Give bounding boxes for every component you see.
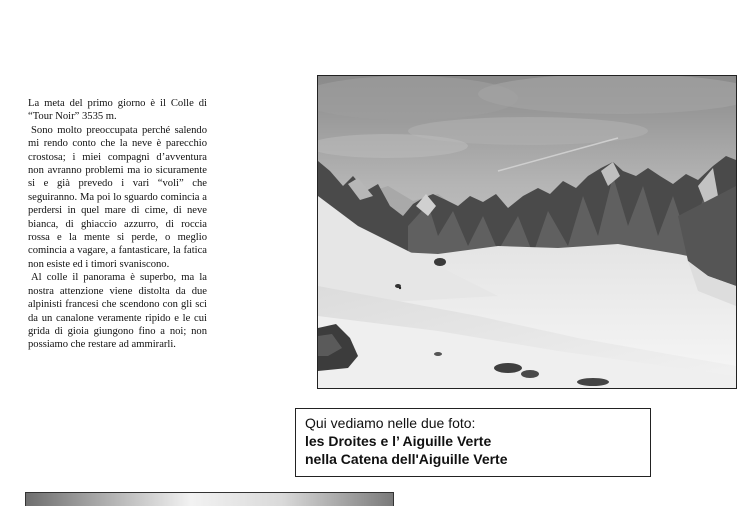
caption-box xyxy=(295,408,651,477)
paragraph-2: Sono molto preoccupata perché salendo mi rendo conto che la neve è parecchio crostosa; i miei compagni d’avventura non avranno problemi ma io sicuramente si e già prevedo i vari “voli” che seguiranno. Ma poi lo sguardo comincia a perdersi in quel mare di cime, di neve bianca, di ghiaccio azzurro, di roccia rossa e la mente si perde, o meglio comincia a vagare, a fantasticare, la fatica non esiste ed i timori svaniscono. xyxy=(28,124,207,270)
caption-line-2: nella Catena dell'Aiguille Verte xyxy=(305,451,508,467)
mountain-glacier-image xyxy=(318,76,736,388)
paragraph-3: Al colle il panorama è superbo, ma la nostra attenzione viene distolta da due alpinisti francesi che scendono con gli sci da un canalone veramente ripido e le cui grida di gioia giungono fino a noi; non possiamo che restare ad ammirarli. xyxy=(28,272,207,351)
caption-intro: Qui vediamo nelle due foto: xyxy=(305,415,476,431)
article-text xyxy=(28,97,207,352)
paragraph-1: La meta del primo giorno è il Colle di “Tour Noir” 3535 m. xyxy=(28,98,207,123)
mountain-photo xyxy=(317,75,737,389)
bottom-decorative-bar xyxy=(25,492,394,506)
caption-line-1: les Droites e l’ Aiguille Verte xyxy=(305,433,492,449)
